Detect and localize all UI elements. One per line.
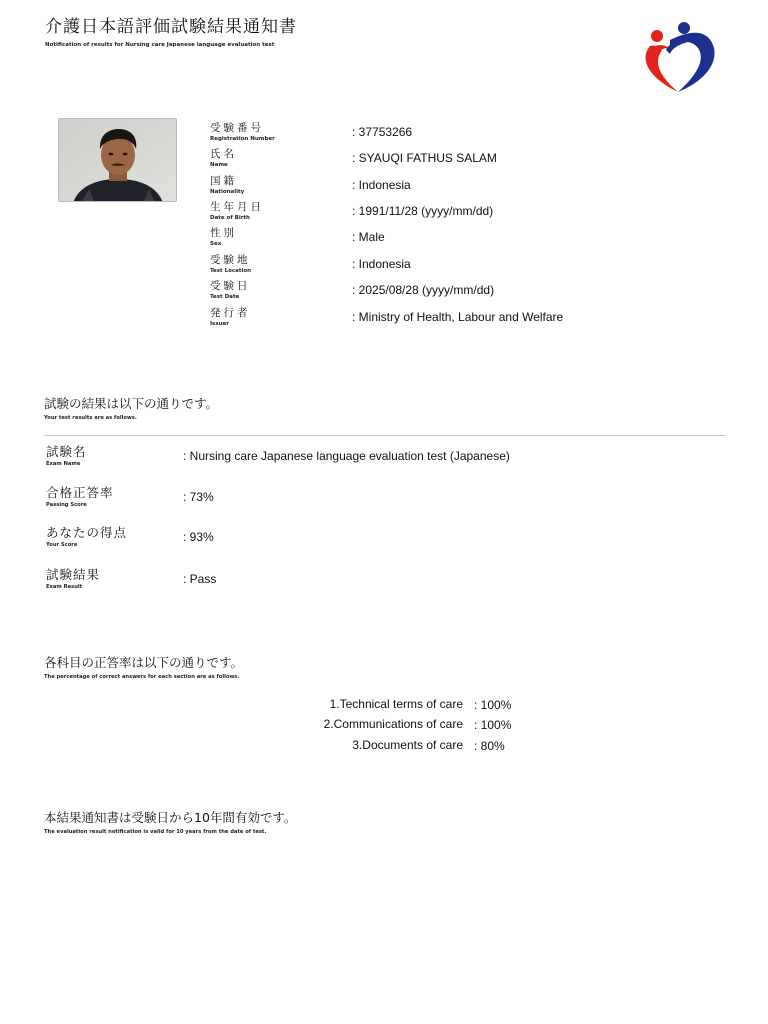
result-value: : 73% bbox=[183, 490, 214, 504]
result-label-en: Passing Score bbox=[46, 502, 87, 508]
info-label-jp: 性別 bbox=[210, 227, 237, 239]
ministry-logo-icon bbox=[640, 16, 718, 96]
section-name: 2.Communications of care bbox=[323, 717, 463, 731]
result-label-en: Exam Name bbox=[46, 461, 81, 467]
result-value: : Pass bbox=[183, 572, 217, 586]
info-value: : 37753266 bbox=[352, 125, 413, 139]
validity-notice-subtitle: The evaluation result notification is valid for 10 years from the date of test. bbox=[44, 829, 267, 835]
info-label-en: Test Date bbox=[210, 294, 240, 300]
result-label-jp: あなたの得点 bbox=[46, 525, 128, 540]
info-label-en: Nationality bbox=[210, 189, 245, 195]
info-label-en: Registration Number bbox=[210, 136, 275, 142]
info-row-sex bbox=[0, 225, 768, 251]
info-label-en: Test Location bbox=[210, 268, 252, 274]
section-row bbox=[0, 717, 768, 735]
sections-section-title: 各科目の正答率は以下の通りです。 bbox=[44, 655, 244, 670]
page-title: 介護日本語評価試験結果通知書 bbox=[45, 17, 297, 37]
sections-section-subtitle: The percentage of correct answers for each section are as follows. bbox=[44, 674, 240, 680]
info-value: : 1991/11/28 (yyyy/mm/dd) bbox=[352, 204, 494, 218]
info-label-jp: 受験地 bbox=[210, 254, 251, 266]
info-value: : SYAUQI FATHUS SALAM bbox=[352, 151, 497, 165]
result-label-en: Exam Result bbox=[46, 584, 83, 590]
info-label-jp: 受験番号 bbox=[210, 122, 264, 134]
info-value: : 2025/08/28 (yyyy/mm/dd) bbox=[352, 283, 495, 297]
section-name: 1.Technical terms of care bbox=[329, 697, 463, 711]
section-row bbox=[0, 697, 768, 715]
result-value: : Nursing care Japanese language evaluation test (Japanese) bbox=[183, 449, 510, 463]
info-label-en: Date of Birth bbox=[210, 215, 250, 221]
info-label-jp: 氏名 bbox=[210, 148, 237, 160]
result-label-jp: 合格正答率 bbox=[46, 485, 114, 500]
result-label-jp: 試験結果 bbox=[46, 567, 101, 582]
info-label-jp: 受験日 bbox=[210, 280, 251, 292]
section-row bbox=[0, 738, 768, 756]
info-value: : Indonesia bbox=[352, 257, 411, 271]
section-divider bbox=[44, 435, 726, 436]
info-label-en: Issuer bbox=[210, 321, 229, 327]
info-label-en: Name bbox=[210, 162, 228, 168]
section-value: : 100% bbox=[474, 698, 512, 712]
result-row-exam-name bbox=[0, 442, 768, 476]
info-row-date-of-birth bbox=[0, 199, 768, 225]
page-subtitle: Notification of results for Nursing care Japanese language evaluation test bbox=[45, 42, 275, 48]
results-section-subtitle: Your test results are as follows. bbox=[44, 415, 137, 421]
info-value: : Male bbox=[352, 230, 385, 244]
result-row-exam-result bbox=[0, 565, 768, 599]
info-label-jp: 発行者 bbox=[210, 307, 251, 319]
validity-notice-title: 本結果通知書は受験日から10年間有効です。 bbox=[44, 810, 297, 825]
section-value: : 80% bbox=[474, 739, 505, 753]
info-label-jp: 生年月日 bbox=[210, 201, 264, 213]
info-value: : Indonesia bbox=[352, 178, 411, 192]
result-row-passing-score bbox=[0, 483, 768, 517]
result-label-jp: 試験名 bbox=[46, 444, 87, 459]
result-row-your-score bbox=[0, 523, 768, 557]
info-row-name bbox=[0, 146, 768, 172]
result-value: : 93% bbox=[183, 530, 214, 544]
info-row-test-date bbox=[0, 278, 768, 304]
result-label-en: Your Score bbox=[46, 542, 78, 548]
info-label-en: Sex bbox=[210, 241, 222, 247]
info-label-jp: 国籍 bbox=[210, 175, 237, 187]
section-value: : 100% bbox=[474, 718, 512, 732]
info-value: : Ministry of Health, Labour and Welfare bbox=[352, 310, 564, 324]
results-section-title: 試験の結果は以下の通りです。 bbox=[44, 396, 219, 411]
info-row-test-location bbox=[0, 252, 768, 278]
section-name: 3.Documents of care bbox=[352, 738, 463, 752]
info-row-issuer bbox=[0, 305, 768, 331]
info-row-registration-number bbox=[0, 120, 768, 146]
info-row-nationality bbox=[0, 173, 768, 199]
